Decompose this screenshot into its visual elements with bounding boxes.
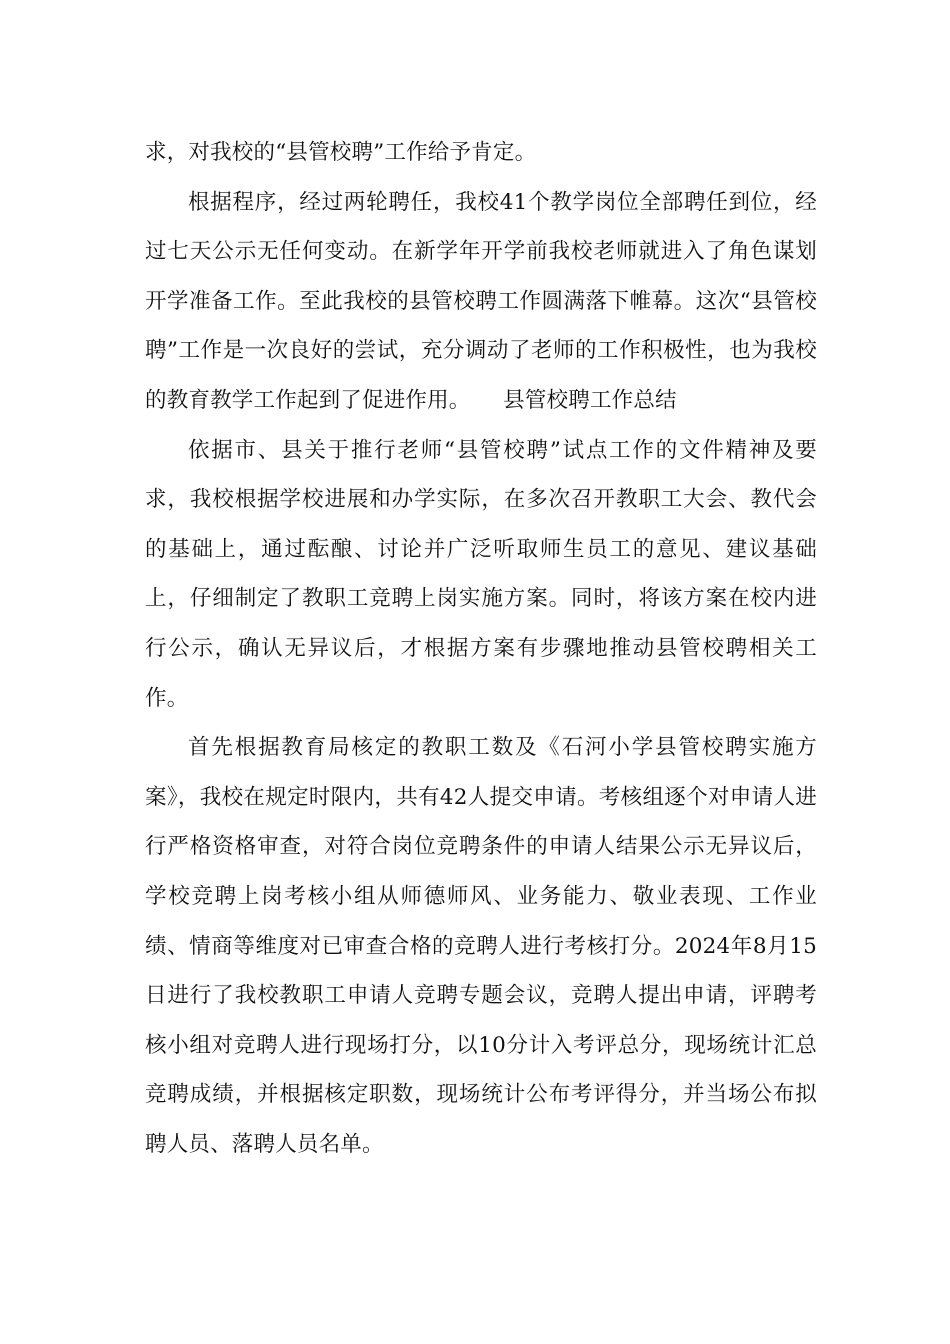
paragraph-1: 求，对我校的“县管校聘”工作给予肯定。: [145, 140, 537, 165]
paragraph-3: 依据市、县关于推行老师“县管校聘”试点工作的文件精神及要求，我校根据学校进展和办学实际，在多次召开教职工大会、教代会的基础上，通过酝酿、讨论并广泛听取师生员工的意见、建议基础上，仔细制定了教职工竞聘上岗实施方案。同时，将该方案在校内进行公示，确认无异议后，才根据方案有步骤地推动县管校聘相关工作。: [145, 437, 817, 711]
paragraph-4: 首先根据教育局核定的教职工数及《石河小学县管校聘实施方案》，我校在规定时限内，共有42人提交申请。考核组逐个对申请人进行严格资格审查，对符合岗位竞聘条件的申请人结果公示无异议后，学校竞聘上岗考核小组从师德师风、业务能力、敬业表现、工作业绩、情商等维度对已审查合格的竞聘人进行考核打分。2024年8月15日进行了我校教职工申请人竞聘专题会议，竞聘人提出申请，评聘考核小组对竞聘人进行现场打分，以10分计入考评总分，现场统计汇总竞聘成绩，并根据核定职数，现场统计公布考评得分，并当场公布拟聘人员、落聘人员名单。: [145, 735, 817, 1157]
paragraph-2: 根据程序，经过两轮聘任，我校41个教学岗位全部聘任到位，经过七天公示无任何变动。在新学年开学前我校老师就进入了角色谋划开学准备工作。至此我校的县管校聘工作圆满落下帷幕。这次“县管校聘”工作是一次良好的尝试，充分调动了老师的工作积极性，也为我校的教育教学工作起到了促进作用。 县管校聘工作总结: [145, 189, 817, 413]
document-body: [145, 128, 817, 1169]
